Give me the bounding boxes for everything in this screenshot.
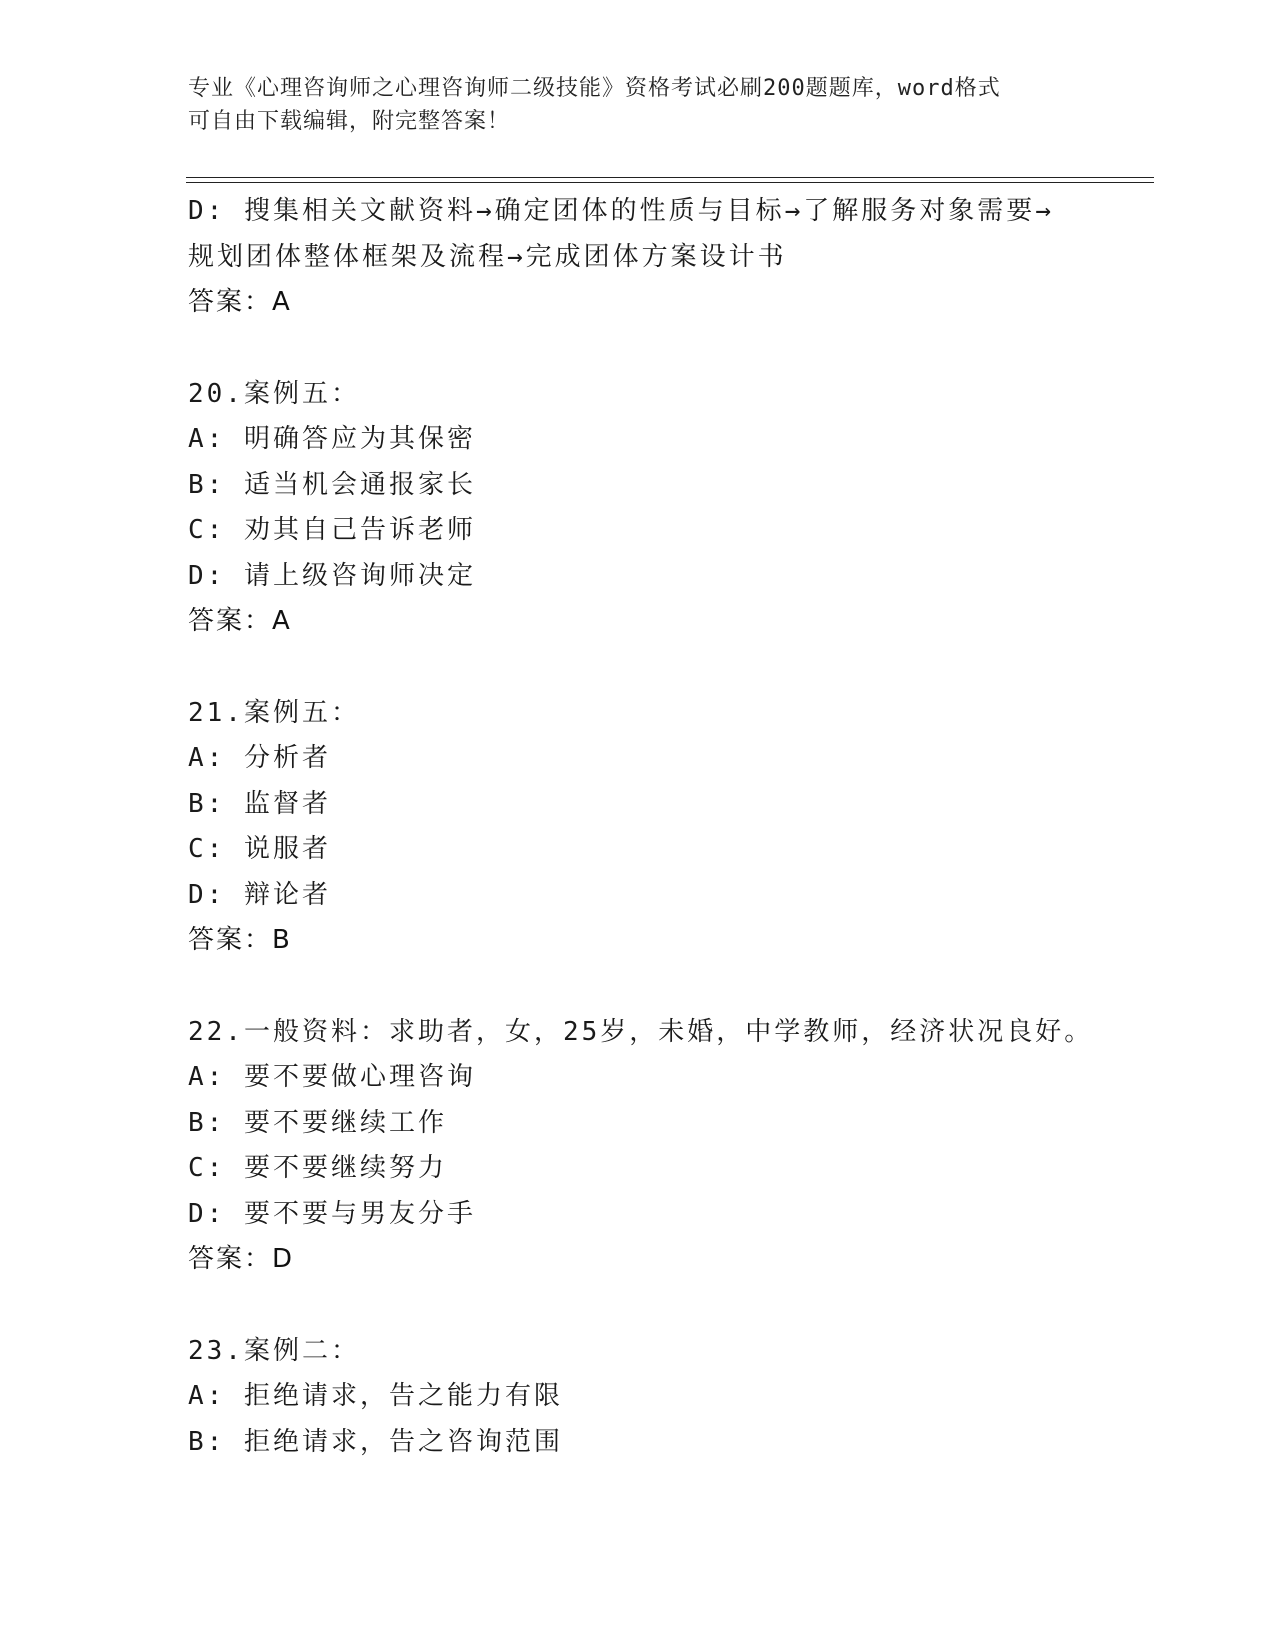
header-title-line-1: 专业《心理咨询师之心理咨询师二级技能》资格考试必刷200题题库，word格式 <box>188 76 1001 101</box>
answer-line: 答案：B <box>188 925 292 955</box>
option-d-continued: 规划团体整体框架及流程→完成团体方案设计书 <box>188 241 787 272</box>
question-20 <box>188 372 1168 645</box>
option-d: D: 辩论者 <box>188 879 331 910</box>
option-d: D: 搜集相关文献资料→确定团体的性质与目标→了解服务对象需要→ <box>188 196 1054 226</box>
document-header <box>188 72 1088 138</box>
question-21 <box>188 691 1168 964</box>
spacer <box>188 1283 1168 1329</box>
header-divider-bottom <box>186 182 1154 183</box>
answer-line: 答案：D <box>188 1244 295 1274</box>
spacer <box>188 326 1168 372</box>
option-a: A: 拒绝请求，告之能力有限 <box>188 1381 563 1411</box>
question-title: 22.一般资料：求助者，女，25岁，未婚，中学教师，经济状况良好。 <box>188 1016 1094 1047</box>
header-title-line-2: 可自由下载编辑，附完整答案！ <box>188 109 511 134</box>
option-c: C: 劝其自己告诉老师 <box>188 515 476 545</box>
option-c: C: 说服者 <box>188 834 331 864</box>
answer-line: 答案：A <box>188 287 292 317</box>
question-22 <box>188 1010 1168 1283</box>
answer-line: 答案：A <box>188 606 292 636</box>
spacer <box>188 964 1168 1010</box>
option-d: D: 请上级咨询师决定 <box>188 560 476 591</box>
option-b: B: 拒绝请求，告之咨询范围 <box>188 1426 563 1457</box>
header-divider-top <box>186 177 1154 178</box>
option-b: B: 要不要继续工作 <box>188 1107 447 1138</box>
question-23 <box>188 1329 1168 1466</box>
option-d: D: 要不要与男友分手 <box>188 1198 476 1229</box>
spacer <box>188 645 1168 691</box>
question-title: 21.案例五： <box>188 697 360 728</box>
option-c: C: 要不要继续努力 <box>188 1153 447 1183</box>
option-a: A: 分析者 <box>188 743 331 773</box>
question-19 <box>188 189 1168 326</box>
question-title: 23.案例二： <box>188 1335 360 1366</box>
option-a: A: 要不要做心理咨询 <box>188 1062 476 1092</box>
question-content <box>188 189 1168 1465</box>
option-a: A: 明确答应为其保密 <box>188 424 476 454</box>
option-b: B: 适当机会通报家长 <box>188 469 476 500</box>
option-b: B: 监督者 <box>188 788 331 819</box>
question-title: 20.案例五： <box>188 378 360 409</box>
